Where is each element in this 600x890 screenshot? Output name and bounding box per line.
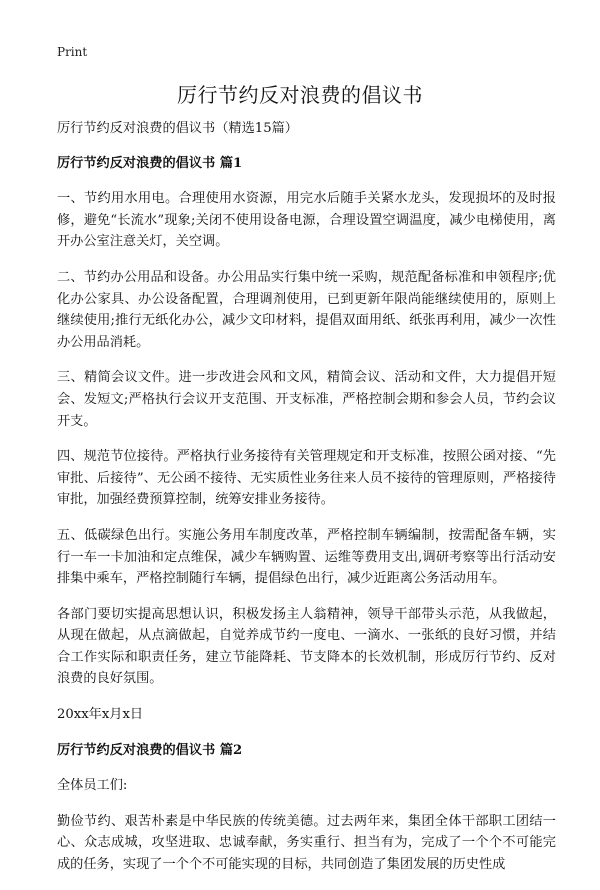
paragraph: 各部门要切实提高思想认识，积极发扬主人翁精神，领导干部带头示范，从我做起，从现在做起，从点滴做起，自觉养成节约一度电、一滴水、一张纸的良好习惯，并结合工作实际和职责任务，建立节能降耗、节支降本的长效机制，形成厉行节约、反对浪费的良好氛围。 bbox=[57, 606, 556, 687]
section-heading-2: 厉行节约反对浪费的倡议书 篇2 bbox=[57, 742, 243, 758]
salutation: 全体员工们: bbox=[57, 778, 128, 794]
document-subtitle: 厉行节约反对浪费的倡议书（精选15篇） bbox=[57, 121, 298, 136]
paragraph: 一、节约用水用电。合理使用水资源，用完水后随手关紧水龙头，发现损坏的及时报修，避免“长流水”现象;关闭不使用设备电源，合理设置空调温度，减少电梯使用，离开办公室注意关灯，关空调。 bbox=[57, 191, 556, 250]
document-body bbox=[57, 118, 556, 890]
section-heading-1: 厉行节约反对浪费的倡议书 篇1 bbox=[57, 155, 243, 171]
paragraph: 二、节约办公用品和设备。办公用品实行集中统一采购，规范配备标准和申领程序;优化办公家具、办公设备配置，合理调剂使用，已到更新年限尚能继续使用的，原则上继续使用;推行无纸化办公，减少文印材料，提倡双面用纸、纸张再利用，减少一次性办公用品消耗。 bbox=[57, 269, 556, 350]
document-title: 厉行节约反对浪费的倡议书 bbox=[177, 83, 423, 107]
paragraph: 勤俭节约、艰苦朴素是中华民族的传统美德。过去两年来，集团全体干部职工团结一心、众志成城，攻坚进取、忠诚奉献，务实重行、担当有为，完成了一个个不可能完成的任务，实现了一个个不可能实现的目标，共同创造了集团发展的历史性成 bbox=[57, 813, 556, 873]
paragraph: 五、低碳绿色出行。实施公务用车制度改革，严格控制车辆编制，按需配备车辆，实行一车一卡加油和定点维保，减少车辆购置、运维等费用支出,调研考察等出行活动安排集中乘车，严格控制随行车辆，提倡绿色出行，减少近距离公务活动用车。 bbox=[57, 527, 556, 587]
date-line: 20xx年x月x日 bbox=[57, 707, 144, 723]
print-label[interactable]: Print bbox=[57, 45, 88, 59]
paragraph: 四、规范节位接待。严格执行业务接待有关管理规定和开支标准，按照公函对接、“先审批、后接待”、无公函不接待、无实质性业务往来人员不接待的管理原则，严格接待审批，加强经费预算控制，统筹安排业务接待。 bbox=[57, 449, 556, 508]
paragraph: 三、精简会议文件。进一步改进会风和文风，精简会议、活动和文件，大力提倡开短会、发短文;严格执行会议开支范围、开支标准，严格控制会期和参会人员，节约会议开支。 bbox=[57, 370, 556, 429]
